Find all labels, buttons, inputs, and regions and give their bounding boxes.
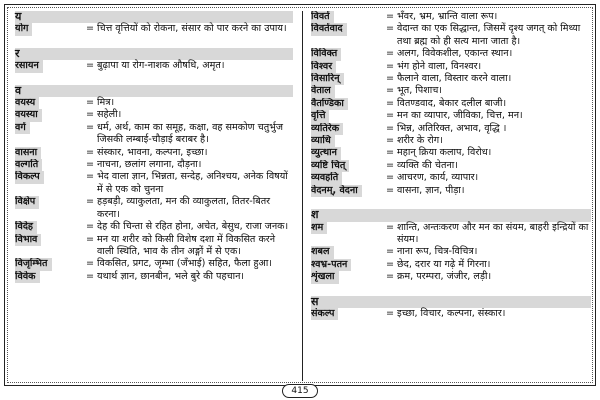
entry-term-text: विवर्तवाद <box>311 23 347 35</box>
entry-definition: वासना, ज्ञान, पीड़ा। <box>397 184 465 196</box>
entry-term <box>15 159 83 171</box>
entry-definition: अलग, विवेकशील, एकान्त स्थान। <box>397 48 513 60</box>
dictionary-entry <box>15 196 293 221</box>
equals-sign: = <box>385 271 395 283</box>
entry-term-text: वेताल <box>311 85 335 97</box>
entry-definition: वितण्डवाद, बेकार दलील बाजी। <box>397 97 507 109</box>
entry-definition: शान्ति, अन्तःकरण और मन का संयम, बाहरी इन्द्रियों का संयम। <box>397 221 589 245</box>
entry-term <box>311 147 383 159</box>
entry-term-text: व्यष्टि चित् <box>311 160 349 172</box>
equals-sign: = <box>385 258 395 270</box>
entry-term <box>311 160 383 172</box>
entry-definition: यथार्थ ज्ञान, छानबीन, भले बुरे की पहचान। <box>97 270 245 282</box>
dictionary-entry <box>15 109 293 121</box>
entry-term-text: शम <box>311 222 327 234</box>
entry-term-text: योग <box>15 23 32 35</box>
entry-definition: नाना रूप, चित्र-विचित्र। <box>397 246 478 258</box>
entry-term <box>311 98 383 110</box>
entry-term <box>311 222 383 234</box>
equals-sign: = <box>385 221 395 233</box>
dictionary-entry <box>15 97 293 109</box>
dictionary-entry <box>311 123 591 135</box>
section-heading: र <box>15 48 293 60</box>
equals-sign: = <box>385 110 395 122</box>
entry-term <box>15 97 83 109</box>
entry-term <box>15 171 83 183</box>
entry-definition: बुढ़ापा या रोग-नाशक औषधि, अमृत। <box>97 60 225 72</box>
entry-term <box>311 73 383 85</box>
equals-sign: = <box>385 147 395 159</box>
dictionary-entry <box>311 147 591 159</box>
entry-term <box>311 308 383 320</box>
entry-term-text: वयस्या <box>15 109 42 121</box>
entry-definition: नाचना, छलांग लगाना, दौड़ना। <box>97 159 202 171</box>
entry-term <box>15 122 83 134</box>
equals-sign: = <box>85 233 95 245</box>
entry-definition: शरीर के रोग। <box>397 135 443 147</box>
dictionary-entry <box>311 98 591 110</box>
entry-term-text: विजृम्भित <box>15 258 52 270</box>
dictionary-entry <box>311 48 591 60</box>
entry-term <box>311 48 383 60</box>
entry-term-text: वर्ग <box>15 122 30 134</box>
page-number: 415 <box>282 384 317 398</box>
entry-term-text: वृत्ति <box>311 110 329 122</box>
equals-sign: = <box>385 172 395 184</box>
entry-term <box>15 23 83 35</box>
entry-term <box>311 185 383 197</box>
dictionary-entry <box>15 221 293 233</box>
entry-definition: वेदान्त का एक सिद्धान्त, जिसमें दृश्य जगत् को मिथ्या तथा ब्रह्म को ही सत्य माना जाता है। <box>397 23 581 47</box>
entry-term <box>311 110 383 122</box>
entry-term-text: श्वभ्र-पतन <box>311 259 351 271</box>
entry-term <box>15 234 83 246</box>
section-heading: व <box>15 85 293 97</box>
equals-sign: = <box>385 11 395 22</box>
entry-term-text: रसायन <box>15 60 43 72</box>
dictionary-entry <box>311 222 591 247</box>
equals-sign: = <box>385 307 395 319</box>
entry-definition: छेद, दरार या गढ़े में गिरना। <box>397 258 491 270</box>
entry-term <box>311 11 383 23</box>
entry-definition: भंग होने वाला, विनश्वर। <box>397 60 482 72</box>
dictionary-entry <box>311 259 591 271</box>
entry-term-text: वयस्य <box>15 97 39 109</box>
equals-sign: = <box>385 60 395 72</box>
equals-sign: = <box>385 97 395 109</box>
entry-term-text: विसारिन् <box>311 73 344 85</box>
entry-term-text: व्युत्थान <box>311 147 341 159</box>
equals-sign: = <box>385 122 395 134</box>
equals-sign: = <box>85 97 95 109</box>
dictionary-entry <box>311 185 591 197</box>
equals-sign: = <box>85 23 95 35</box>
entry-definition: चित्त वृत्तियों को रोकना, संसार को पार करने का उपाय। <box>97 23 287 35</box>
equals-sign: = <box>85 258 95 270</box>
dictionary-entry <box>311 135 591 147</box>
entry-definition: मन का व्यापार, जीविका, चित्त, मन। <box>397 110 523 122</box>
entry-term-text: संकल्प <box>311 308 338 320</box>
dictionary-entry <box>311 73 591 85</box>
equals-sign: = <box>85 60 95 72</box>
dictionary-entry <box>311 246 591 258</box>
section-heading: य <box>15 11 293 23</box>
left-column <box>15 11 293 379</box>
entry-term <box>311 61 383 73</box>
entry-term-text: विवेक <box>15 271 40 283</box>
dictionary-entry <box>311 172 591 184</box>
entry-definition: क्रम, परम्परा, जंजीर, लड़ी। <box>397 271 492 283</box>
entry-term <box>15 221 83 233</box>
entry-definition: धर्म, अर्थ, काम का समूह, कक्षा, वह समकोण चतुर्भुज जिसकी लम्बाई-चौड़ाई बराबर है। <box>97 121 284 146</box>
dictionary-entry <box>311 11 591 23</box>
entry-definition: हड़बड़ी, व्याकुलता, मन की व्याकुलता, तितर-बितर करना। <box>97 196 271 220</box>
entry-term <box>311 172 383 184</box>
entry-definition: सहेली। <box>97 109 122 121</box>
section-heading: श <box>311 209 591 221</box>
entry-definition: व्यक्ति की चेतना। <box>397 159 458 171</box>
entry-term <box>311 123 383 135</box>
dictionary-page <box>4 4 596 386</box>
equals-sign: = <box>385 23 395 35</box>
dictionary-entry <box>311 308 591 320</box>
dictionary-entry <box>15 171 293 196</box>
equals-sign: = <box>85 171 95 183</box>
entry-definition: भूत, पिशाच। <box>397 85 442 97</box>
entry-definition: मन या शरीर को किसी विशेष दशा में विकसित करने वाली स्थिति, भाव के तीन अङ्गों में से एक। <box>97 233 276 257</box>
dictionary-entry <box>311 61 591 73</box>
equals-sign: = <box>385 73 395 85</box>
entry-definition: भँवर, भ्रम, भ्रान्ति वाला रूप। <box>397 11 498 22</box>
entry-term <box>311 135 383 147</box>
entry-term <box>311 85 383 97</box>
entry-term-text: वल्गति <box>15 159 42 171</box>
entry-definition: महान् क्रिया कलाप, विरोध। <box>397 147 492 159</box>
equals-sign: = <box>385 85 395 97</box>
equals-sign: = <box>385 246 395 258</box>
entry-term <box>311 23 383 35</box>
entry-term <box>15 109 83 121</box>
dictionary-entry <box>15 258 293 270</box>
entry-term-text: शृंखला <box>311 271 339 283</box>
equals-sign: = <box>85 109 95 121</box>
entry-term-text: व्याधि <box>311 135 335 147</box>
column-divider <box>302 11 303 381</box>
entry-term <box>311 259 383 271</box>
equals-sign: = <box>85 221 95 233</box>
dictionary-entry <box>311 85 591 97</box>
entry-term-text: विश्वर <box>311 61 336 73</box>
entry-definition: संस्कार, भावना, कल्पना, इच्छा। <box>97 146 208 158</box>
entry-definition: आचरण, कार्य, व्यापार। <box>397 172 479 184</box>
dictionary-entry <box>15 271 293 283</box>
equals-sign: = <box>85 121 95 133</box>
dictionary-entry <box>15 60 293 72</box>
entry-term <box>311 246 383 258</box>
dictionary-entry <box>311 160 591 172</box>
dictionary-entry <box>15 122 293 147</box>
entry-term-text: विदेह <box>15 221 37 233</box>
entry-term <box>311 271 383 283</box>
equals-sign: = <box>385 184 395 196</box>
entry-definition: भिन्न, अतिरिक्त, अभाव, वृद्धि । <box>397 122 507 134</box>
dictionary-entry <box>311 271 591 283</box>
equals-sign: = <box>85 196 95 208</box>
entry-term <box>15 147 83 159</box>
entry-term-text: विकल्प <box>15 171 44 183</box>
equals-sign: = <box>85 146 95 158</box>
entry-definition: भेद वाला ज्ञान, भिन्नता, सन्देह, अनिश्चय, अनेक विषयों में से एक को चुनना <box>97 171 288 195</box>
entry-term <box>15 271 83 283</box>
dictionary-entry <box>15 234 293 259</box>
entry-term-text: विभाव <box>15 234 41 246</box>
entry-term-text: विवर्त <box>311 11 334 23</box>
equals-sign: = <box>85 159 95 171</box>
equals-sign: = <box>385 135 395 147</box>
entry-term-text: व्यतिरेक <box>311 123 343 135</box>
equals-sign: = <box>85 270 95 282</box>
entry-term <box>15 60 83 72</box>
entry-term-text: वासना <box>15 147 41 159</box>
entry-term-text: विविक्त <box>311 48 341 60</box>
section-heading: स <box>311 296 591 308</box>
entry-term-text: व्यवहति <box>311 172 342 184</box>
entry-definition: देह की चिन्ता से रहित होना, अचेत, बेसुध, राजा जनक। <box>97 221 289 233</box>
entry-term-text: विक्षेप <box>15 196 39 208</box>
entry-term <box>15 196 83 208</box>
page-footer <box>0 384 600 398</box>
dictionary-entry <box>15 159 293 171</box>
entry-term-text: शबल <box>311 246 334 258</box>
entry-definition: इच्छा, विचार, कल्पना, संस्कार। <box>397 307 506 319</box>
entry-term-text: वेदनम्, वेदना <box>311 185 362 197</box>
dictionary-entry <box>15 23 293 35</box>
entry-definition: फैलाने वाला, विस्तार करने वाला। <box>397 73 512 85</box>
equals-sign: = <box>385 48 395 60</box>
dictionary-entry <box>311 23 591 48</box>
equals-sign: = <box>385 159 395 171</box>
entry-term-text: वैतण्डिका <box>311 98 348 110</box>
dictionary-entry <box>15 147 293 159</box>
entry-definition: विकसित, प्रगट, जृम्भा (जँभाई) सहित, फैला हुआ। <box>97 258 272 270</box>
entry-term <box>15 258 83 270</box>
dictionary-entry <box>311 110 591 122</box>
right-column <box>311 11 591 379</box>
entry-definition: मित्र। <box>97 97 115 109</box>
